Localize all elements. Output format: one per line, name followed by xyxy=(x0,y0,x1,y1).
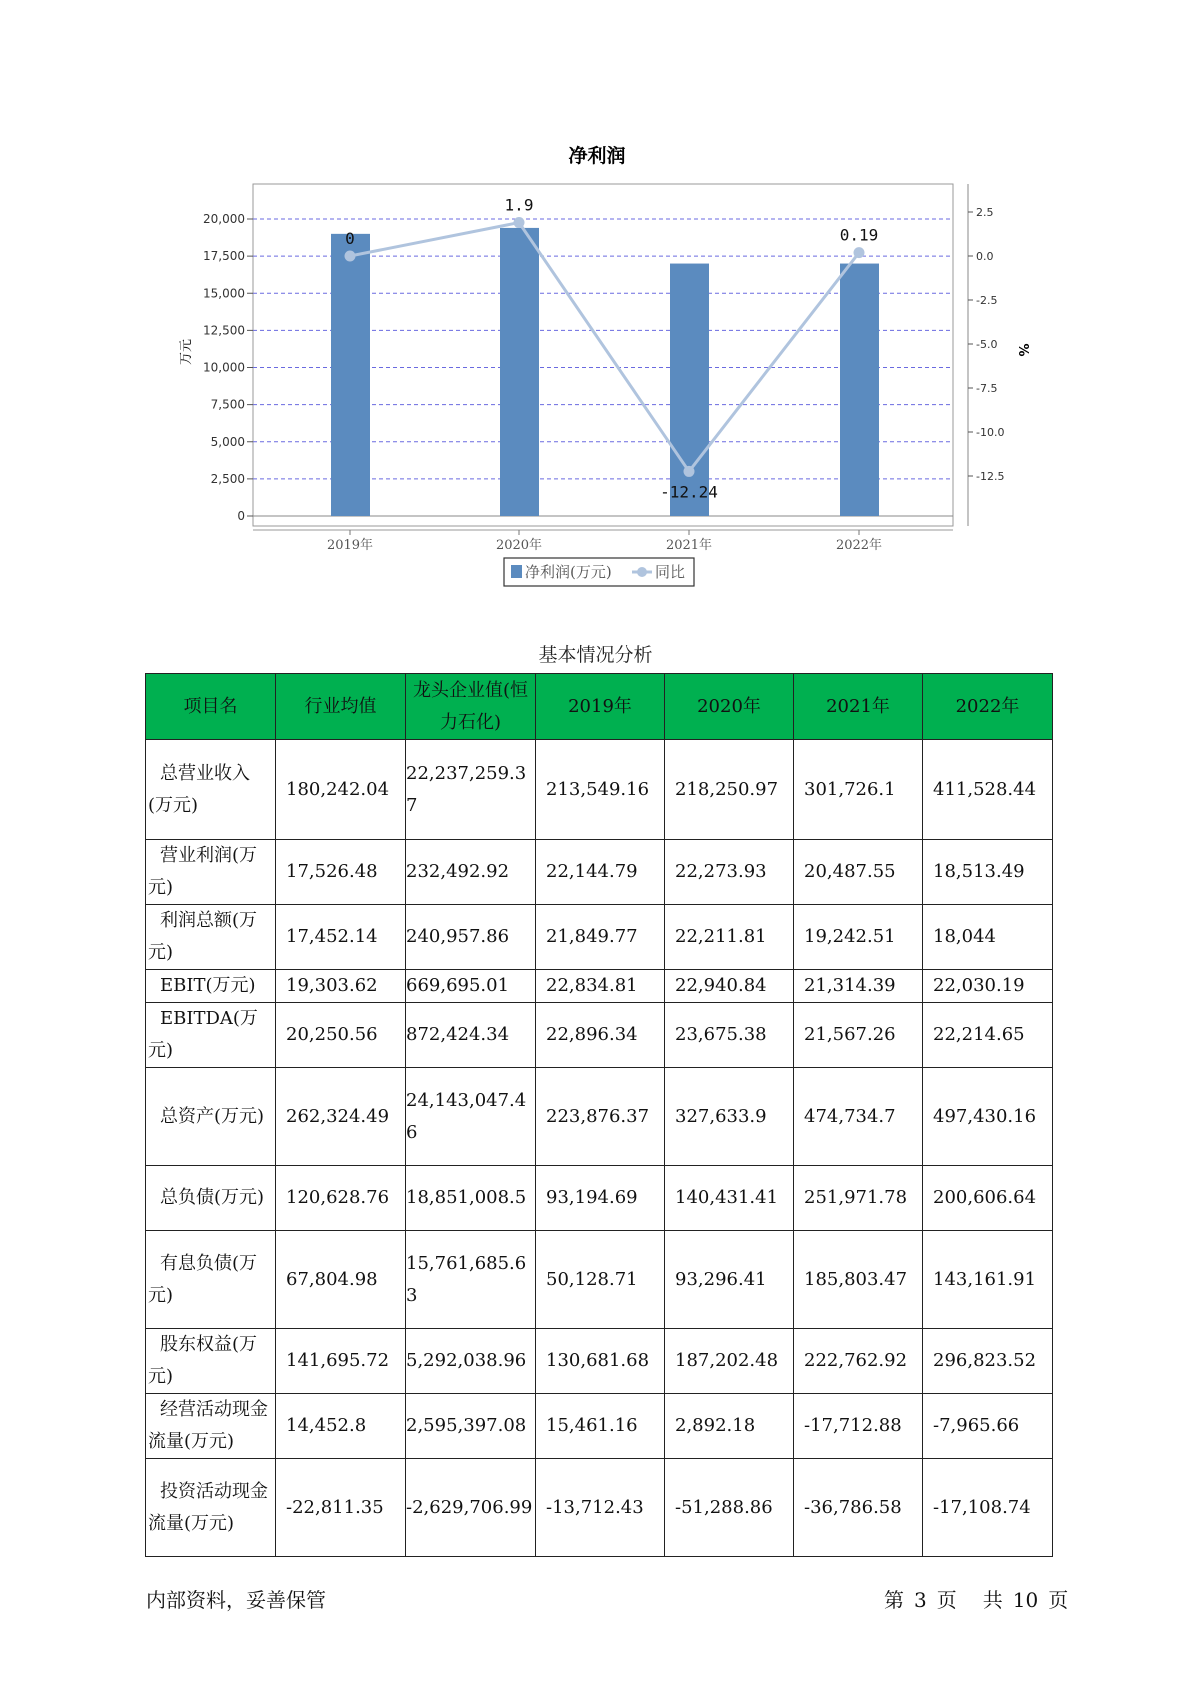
yoy-point xyxy=(345,251,356,262)
bar-2019年 xyxy=(331,234,370,516)
cell-y2021: 474,734.7 xyxy=(794,1068,923,1166)
cell-industry-avg: 14,452.8 xyxy=(276,1394,406,1459)
left-tick-label: 17,500 xyxy=(203,249,245,264)
table-row xyxy=(146,970,1053,1003)
left-axis-label: 万元 xyxy=(179,338,194,366)
cell-y2022: 411,528.44 xyxy=(923,740,1053,840)
cell-industry-avg: 17,526.48 xyxy=(276,840,406,905)
cell-leader-value: 5,292,038.96 xyxy=(406,1329,536,1394)
cell-y2020: 23,675.38 xyxy=(665,1003,794,1068)
cell-industry-avg: 20,250.56 xyxy=(276,1003,406,1068)
cell-y2020: -51,288.86 xyxy=(665,1459,794,1557)
total-unit: 页 xyxy=(1048,1588,1069,1612)
cell-leader-value: 232,492.92 xyxy=(406,840,536,905)
cell-y2019: 130,681.68 xyxy=(536,1329,665,1394)
right-axis-ticks xyxy=(968,184,1004,526)
cell-y2020: 327,633.9 xyxy=(665,1068,794,1166)
left-tick-label: 0 xyxy=(237,509,245,523)
cell-y2022: 18,044 xyxy=(923,905,1053,970)
cell-item: 总资产(万元) xyxy=(146,1068,276,1166)
cell-industry-avg: -22,811.35 xyxy=(276,1459,406,1557)
x-tick-label: 2019年 xyxy=(326,538,374,553)
chart-title: 净利润 xyxy=(568,145,626,167)
table-row xyxy=(146,1329,1053,1394)
table-row xyxy=(146,1394,1053,1459)
table-row xyxy=(146,1231,1053,1329)
cell-y2022: 22,214.65 xyxy=(923,1003,1053,1068)
cell-item: 投资活动现金流量(万元) xyxy=(146,1459,276,1557)
cell-y2020: 22,940.84 xyxy=(665,970,794,1003)
cell-y2019: 21,849.77 xyxy=(536,905,665,970)
cell-item: EBIT(万元) xyxy=(146,970,276,1003)
page-prefix: 第 xyxy=(884,1588,904,1612)
right-tick-label: -12.5 xyxy=(976,470,1005,483)
table-title: 基本情况分析 xyxy=(538,644,653,666)
cell-y2019: 15,461.16 xyxy=(536,1394,665,1459)
cell-y2021: 251,971.78 xyxy=(794,1166,923,1231)
right-tick-label: -10.0 xyxy=(976,426,1005,439)
cell-y2020: 93,296.41 xyxy=(665,1231,794,1329)
table-row xyxy=(146,740,1053,840)
cell-leader-value: 24,143,047.46 xyxy=(406,1068,536,1166)
cell-leader-value: 18,851,008.5 xyxy=(406,1166,536,1231)
cell-item: 利润总额(万元) xyxy=(146,905,276,970)
cell-y2022: 18,513.49 xyxy=(923,840,1053,905)
cell-industry-avg: 67,804.98 xyxy=(276,1231,406,1329)
yoy-data-label: 1.9 xyxy=(504,195,534,215)
legend-bar-label: 净利润(万元) xyxy=(525,563,612,581)
yoy-line xyxy=(345,196,879,502)
cell-leader-value: -2,629,706.99 xyxy=(406,1459,536,1557)
cell-industry-avg: 120,628.76 xyxy=(276,1166,406,1231)
header-leader-value: 龙头企业值(恒力石化) xyxy=(406,674,536,740)
cell-y2019: -13,712.43 xyxy=(536,1459,665,1557)
table-row xyxy=(146,1459,1053,1557)
left-tick-label: 2,500 xyxy=(210,471,245,486)
cell-item: 有息负债(万元) xyxy=(146,1231,276,1329)
cell-y2022: -17,108.74 xyxy=(923,1459,1053,1557)
left-tick-label: 12,500 xyxy=(203,323,245,338)
cell-leader-value: 22,237,259.37 xyxy=(406,740,536,840)
header-2020: 2020年 xyxy=(665,674,794,740)
header-item-name: 项目名 xyxy=(146,674,276,740)
cell-leader-value: 872,424.34 xyxy=(406,1003,536,1068)
cell-y2019: 22,144.79 xyxy=(536,840,665,905)
cell-y2021: -17,712.88 xyxy=(794,1394,923,1459)
cell-y2019: 93,194.69 xyxy=(536,1166,665,1231)
cell-y2021: 20,487.55 xyxy=(794,840,923,905)
header-2021: 2021年 xyxy=(794,674,923,740)
legend xyxy=(504,558,694,586)
cell-leader-value: 2,595,397.08 xyxy=(406,1394,536,1459)
cell-industry-avg: 262,324.49 xyxy=(276,1068,406,1166)
cell-industry-avg: 141,695.72 xyxy=(276,1329,406,1394)
analysis-table xyxy=(145,673,1053,1557)
table-row xyxy=(146,1068,1053,1166)
cell-y2021: 21,314.39 xyxy=(794,970,923,1003)
header-2019: 2019年 xyxy=(536,674,665,740)
yoy-polyline xyxy=(350,223,859,472)
cell-item: 总负债(万元) xyxy=(146,1166,276,1231)
yoy-data-label: 0 xyxy=(345,229,355,248)
cell-industry-avg: 17,452.14 xyxy=(276,905,406,970)
left-axis-ticks xyxy=(203,212,253,523)
right-axis-label: % xyxy=(1015,343,1030,357)
net-profit-chart xyxy=(0,0,1191,600)
cell-y2019: 22,834.81 xyxy=(536,970,665,1003)
bars xyxy=(331,225,879,516)
left-tick-label: 15,000 xyxy=(203,286,245,301)
cell-y2019: 213,549.16 xyxy=(536,740,665,840)
cell-leader-value: 669,695.01 xyxy=(406,970,536,1003)
header-industry-avg: 行业均值 xyxy=(276,674,406,740)
cell-item: 总营业收入(万元) xyxy=(146,740,276,840)
cell-y2019: 22,896.34 xyxy=(536,1003,665,1068)
cell-y2022: -7,965.66 xyxy=(923,1394,1053,1459)
left-tick-label: 20,000 xyxy=(203,212,245,226)
table-row xyxy=(146,1003,1053,1068)
total-num: 10 xyxy=(1012,1588,1039,1612)
header-2022: 2022年 xyxy=(923,674,1053,740)
yoy-data-label: -12.24 xyxy=(660,482,718,502)
cell-item: EBITDA(万元) xyxy=(146,1003,276,1068)
cell-y2019: 50,128.71 xyxy=(536,1231,665,1329)
cell-y2019: 223,876.37 xyxy=(536,1068,665,1166)
footer-page-number xyxy=(884,1584,1078,1613)
cell-y2021: -36,786.58 xyxy=(794,1459,923,1557)
yoy-point xyxy=(514,217,525,228)
page-num: 3 xyxy=(914,1588,927,1612)
right-tick-label: -7.5 xyxy=(976,382,998,395)
cell-y2020: 2,892.18 xyxy=(665,1394,794,1459)
page-unit: 页 xyxy=(936,1588,957,1612)
x-tick-label: 2020年 xyxy=(495,538,543,553)
right-tick-label: -5.0 xyxy=(976,338,998,351)
table-header-row xyxy=(146,674,1053,740)
cell-y2022: 22,030.19 xyxy=(923,970,1053,1003)
cell-y2020: 218,250.97 xyxy=(665,740,794,840)
cell-y2022: 143,161.91 xyxy=(923,1231,1053,1329)
bar-2022年 xyxy=(840,264,879,516)
left-tick-label: 7,500 xyxy=(210,397,245,412)
legend-bar-swatch xyxy=(511,565,522,578)
cell-y2022: 497,430.16 xyxy=(923,1068,1053,1166)
table-row xyxy=(146,1166,1053,1231)
cell-y2021: 185,803.47 xyxy=(794,1231,923,1329)
yoy-point xyxy=(854,247,865,258)
cell-y2021: 222,762.92 xyxy=(794,1329,923,1394)
footer-confidential: 内部资料，妥善保管 xyxy=(146,1588,326,1612)
cell-leader-value: 15,761,685.63 xyxy=(406,1231,536,1329)
left-tick-label: 10,000 xyxy=(203,360,245,375)
right-tick-label: 2.5 xyxy=(976,206,994,219)
cell-industry-avg: 180,242.04 xyxy=(276,740,406,840)
cell-industry-avg: 19,303.62 xyxy=(276,970,406,1003)
table-row xyxy=(146,840,1053,905)
x-tick-label: 2022年 xyxy=(835,538,883,553)
cell-y2021: 21,567.26 xyxy=(794,1003,923,1068)
cell-y2020: 140,431.41 xyxy=(665,1166,794,1231)
bar-2021年 xyxy=(670,264,709,516)
chart-svg xyxy=(0,0,1191,600)
cell-item: 营业利润(万元) xyxy=(146,840,276,905)
legend-line-label: 同比 xyxy=(655,563,686,581)
yoy-point xyxy=(684,466,695,477)
total-prefix: 共 xyxy=(982,1588,1003,1612)
cell-item: 经营活动现金流量(万元) xyxy=(146,1394,276,1459)
bar-2020年 xyxy=(500,228,539,516)
left-tick-label: 5,000 xyxy=(210,434,245,449)
cell-y2022: 296,823.52 xyxy=(923,1329,1053,1394)
yoy-data-label: 0.19 xyxy=(839,225,879,245)
cell-y2022: 200,606.64 xyxy=(923,1166,1053,1231)
x-tick-label: 2021年 xyxy=(665,538,713,553)
cell-leader-value: 240,957.86 xyxy=(406,905,536,970)
cell-y2021: 19,242.51 xyxy=(794,905,923,970)
x-axis-ticks xyxy=(327,530,882,553)
right-tick-label: -2.5 xyxy=(976,294,998,307)
legend-line-marker xyxy=(637,567,647,577)
cell-y2020: 22,211.81 xyxy=(665,905,794,970)
cell-y2020: 187,202.48 xyxy=(665,1329,794,1394)
cell-y2020: 22,273.93 xyxy=(665,840,794,905)
cell-item: 股东权益(万元) xyxy=(146,1329,276,1394)
table-row xyxy=(146,905,1053,970)
right-tick-label: 0.0 xyxy=(976,250,994,263)
cell-y2021: 301,726.1 xyxy=(794,740,923,840)
